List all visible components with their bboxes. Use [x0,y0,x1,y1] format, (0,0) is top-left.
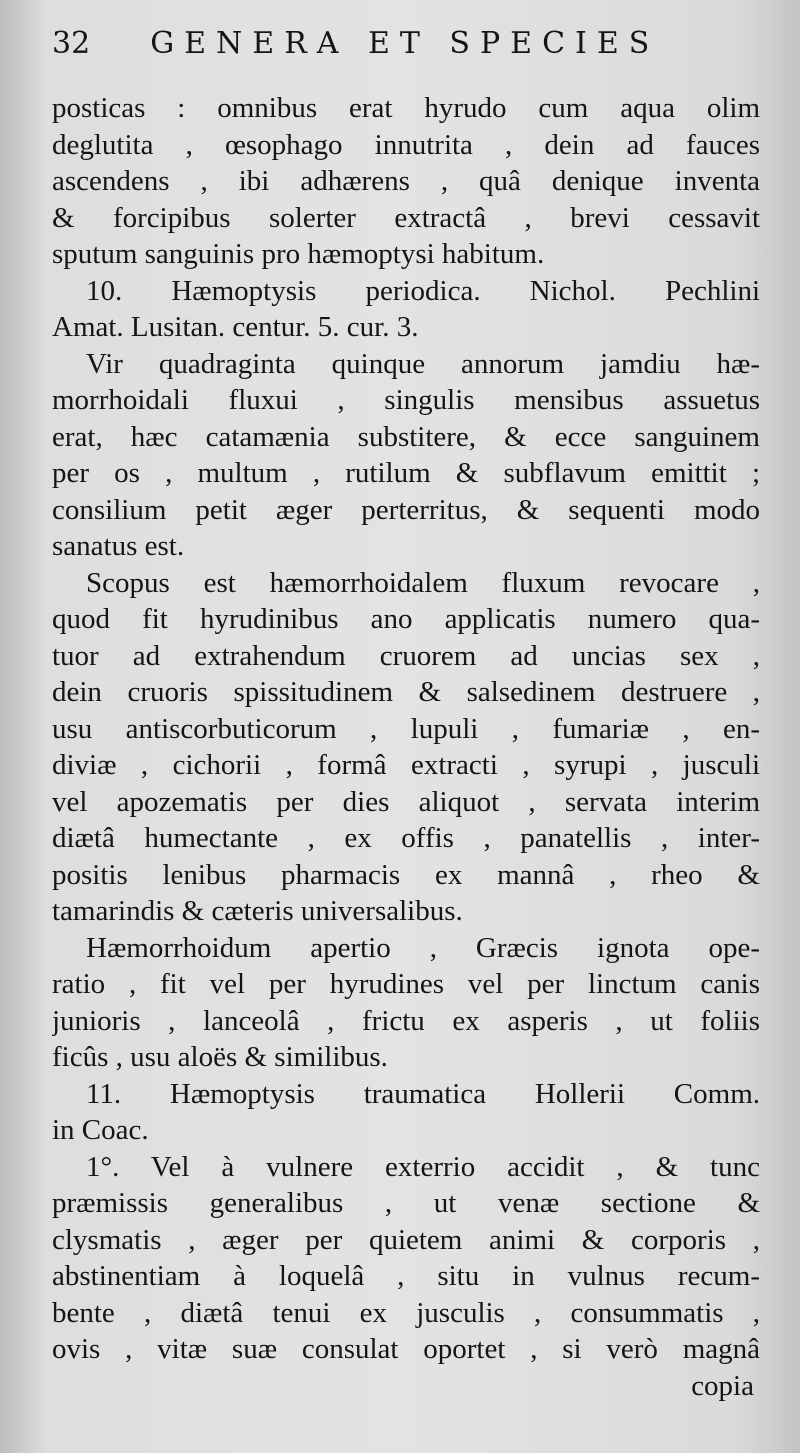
text-line: vel apozematis per dies aliquot , servata interim [52,785,760,818]
text-line: diviæ , cichorii , formâ extracti , syrupi , jusculi [52,749,760,781]
text-line: præmissis generalibus , ut venæ sectione & [52,1187,760,1219]
text-line: consilium petit æger perterritus, & sequenti modo [52,493,760,526]
text-line: Hæmorrhoidum apertio , Græcis ignota ope- [86,931,760,964]
text-line: diætâ humectante , ex offis , panatellis , inter- [52,822,760,854]
page-number: 32 [52,26,91,61]
text-line: deglutita , œsophago innutrita , dein ad fauces [52,128,760,161]
text-line: positis lenibus pharmacis ex mannâ , rheo & [52,858,760,891]
text-line: ascendens , ibi adhærens , quâ denique inventa [52,165,760,197]
text-line: abstinentiam à loquelâ , situ in vulnus recum- [52,1260,760,1292]
text-line: tuor ad extrahendum cruorem ad uncias sex , [52,639,760,672]
text-line: in Coac. [52,1114,149,1146]
text-line: bente , diætâ tenui ex jusculis , consummatis , [52,1296,760,1329]
text-line: posticas : omnibus erat hyrudo cum aqua olim [52,92,760,124]
text-line: ratio , fit vel per hyrudines vel per linctum canis [52,968,760,1000]
running-title: GENERA ET SPECIES [150,26,660,61]
text-line: usu antiscorbuticorum , lupuli , fumariæ , en- [52,712,760,745]
text-line: quod fit hyrudinibus ano applicatis numero qua- [52,603,760,635]
text-body [52,90,760,1368]
text-line: sanatus est. [52,530,185,562]
text-line: Amat. Lusitan. centur. 5. cur. 3. [52,311,419,343]
text-line: clysmatis , æger per quietem animi & corporis , [52,1223,760,1256]
text-line: ovis , vitæ suæ consulat oportet , si verò magnâ [52,1333,760,1365]
text-line: morrhoidali fluxui , singulis mensibus assuetus [52,384,760,416]
text-line: 1°. Vel à vulnere exterrio accidit , & tunc [86,1150,760,1183]
text-line: 10. Hæmoptysis periodica. Nichol. Pechlini [86,274,760,307]
text-line: Scopus est hæmorrhoidalem fluxum revocare , [86,566,760,599]
catchword: copia [691,1369,754,1402]
text-line: junioris , lanceolâ , frictu ex asperis , ut foliis [52,1004,760,1037]
text-line: dein cruoris spissitudinem & salsedinem destruere , [52,676,760,708]
text-line: & forcipibus solerter extractâ , brevi cessavit [52,201,760,234]
text-line: per os , multum , rutilum & subflavum emittit ; [52,457,760,489]
text-line: ficûs , usu aloës & similibus. [52,1041,388,1073]
text-line: sputum sanguinis pro hæmoptysi habitum. [52,238,545,270]
text-line: Vir quadraginta quinque annorum jamdiu hæ- [86,347,760,380]
text-line: tamarindis & cæteris universalibus. [52,895,463,927]
page-header [52,26,760,90]
text-line: erat, hæc catamænia substitere, & ecce sanguinem [52,420,760,453]
text-line: 11. Hæmoptysis traumatica Hollerii Comm. [86,1077,760,1110]
